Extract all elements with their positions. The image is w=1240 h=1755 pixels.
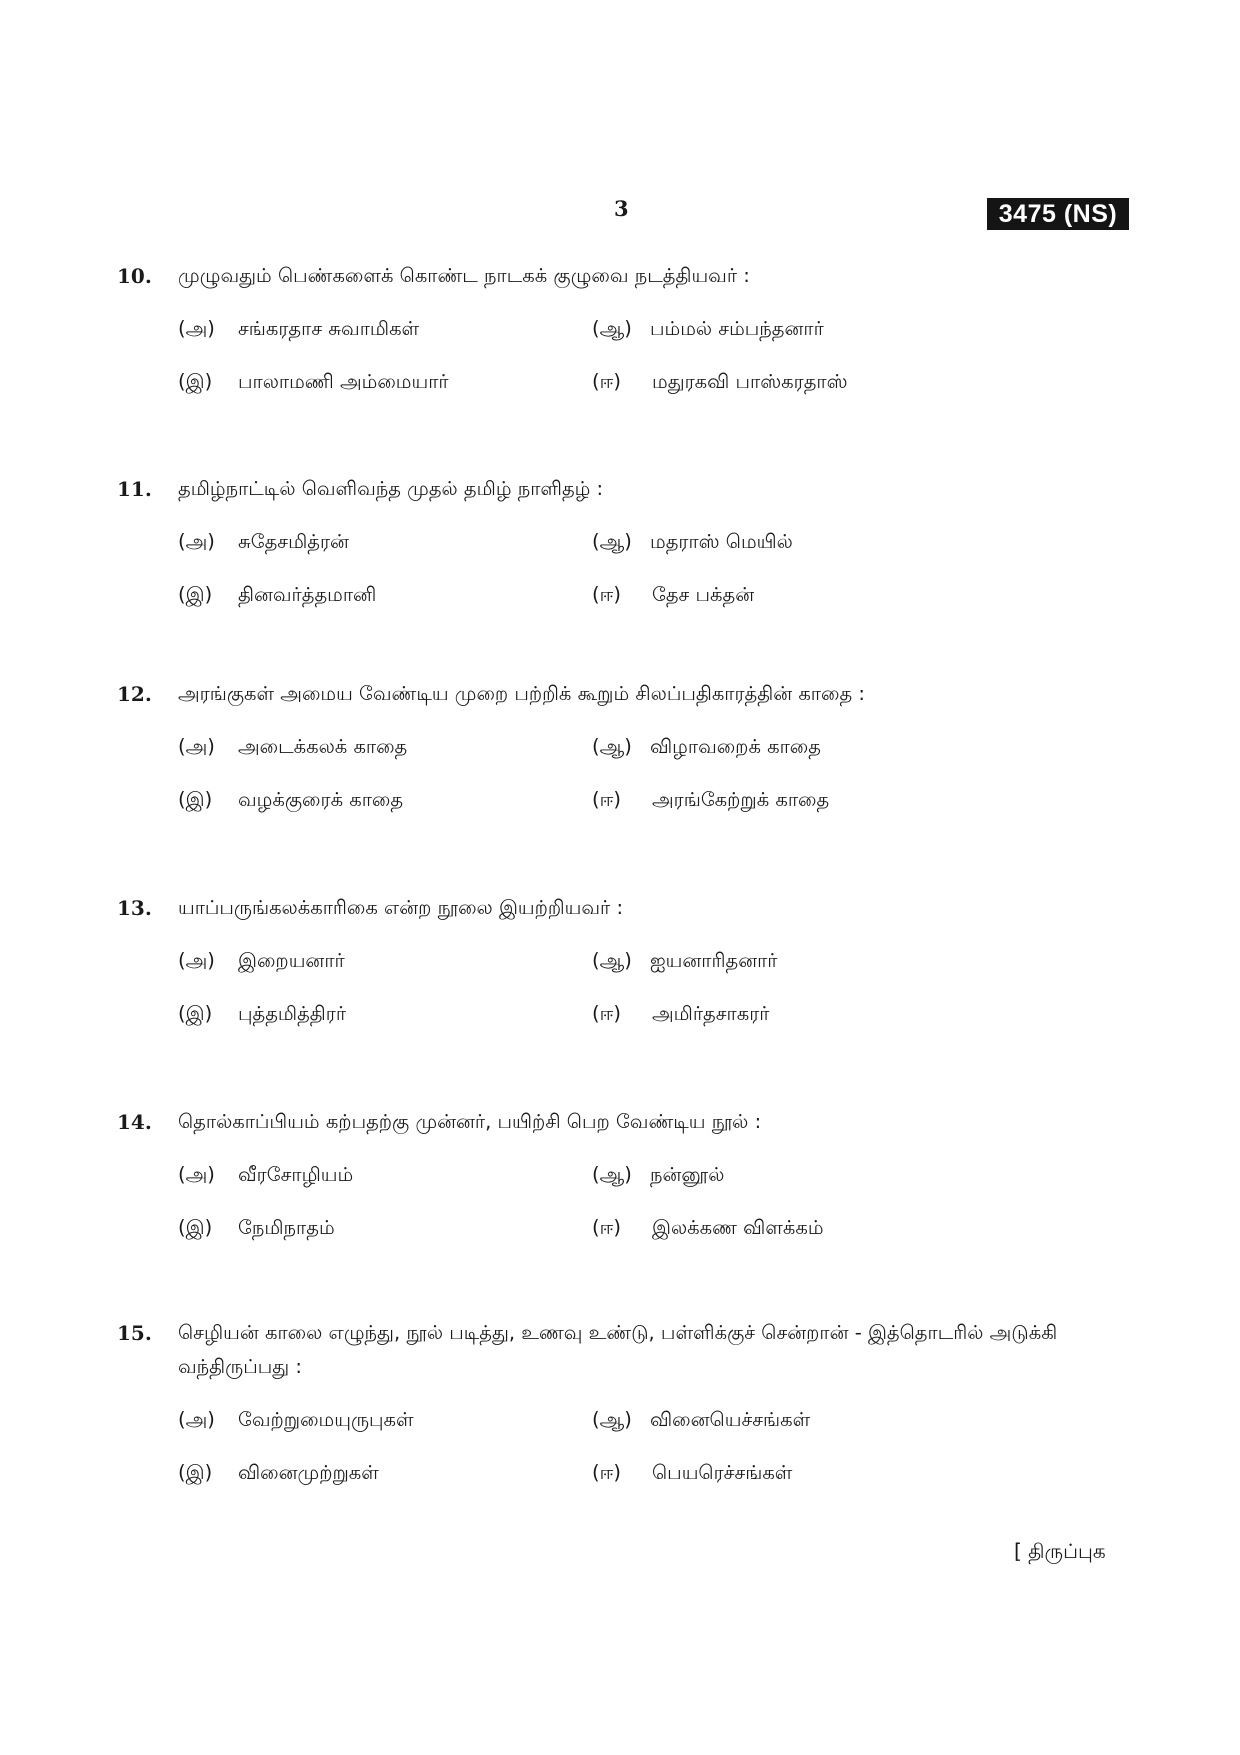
option-marker: (ஆ) — [592, 1408, 632, 1431]
option-text: சுதேசமித்ரன் — [238, 530, 349, 553]
option-text: நேமிநாதம் — [238, 1216, 335, 1239]
option-text: வினைமுற்றுகள் — [238, 1461, 379, 1484]
turn-over-note: [ திருப்புக — [1014, 1539, 1106, 1563]
option-d — [592, 578, 754, 612]
option-marker: (அ) — [178, 1408, 215, 1431]
option-b — [592, 944, 778, 978]
option-marker: (ஈ) — [592, 583, 621, 606]
question-number: 13. — [117, 896, 152, 920]
option-c — [178, 365, 449, 399]
question-text: தமிழ்நாட்டில் வெளிவந்த முதல் தமிழ் நாளிதழ் : — [178, 477, 604, 500]
option-d — [592, 1211, 824, 1245]
question-text: தொல்காப்பியம் கற்பதற்கு முன்னர், பயிற்சி பெற வேண்டிய நூல் : — [178, 1110, 762, 1133]
option-d — [592, 1456, 792, 1490]
option-text: நன்னூல் — [650, 1163, 725, 1186]
option-text: அரங்கேற்றுக் காதை — [652, 788, 830, 811]
question-number: 11. — [117, 477, 152, 501]
option-marker: (ஈ) — [592, 788, 621, 811]
option-a — [178, 730, 407, 764]
option-b — [592, 525, 793, 559]
option-b — [592, 1158, 724, 1192]
option-b — [592, 312, 824, 346]
option-text: அடைக்கலக் காதை — [238, 735, 408, 758]
option-b — [592, 730, 821, 764]
option-text: விழாவறைக் காதை — [650, 735, 821, 758]
option-marker: (ஆ) — [592, 1163, 632, 1186]
option-marker: (ஆ) — [592, 949, 632, 972]
option-text: தினவர்த்தமானி — [238, 583, 377, 606]
option-marker: (ஆ) — [592, 530, 632, 553]
option-c — [178, 997, 346, 1031]
option-b — [592, 1403, 810, 1437]
question-number: 10. — [117, 264, 152, 288]
option-text: பம்மல் சம்பந்தனார் — [650, 317, 824, 340]
question-text: முழுவதும் பெண்களைக் கொண்ட நாடகக் குழுவை நடத்தியவர் : — [178, 264, 750, 287]
option-text: தேச பக்தன் — [652, 583, 755, 606]
option-text: பெயரெச்சங்கள் — [652, 1461, 793, 1484]
option-marker: (இ) — [178, 1461, 213, 1484]
option-d — [592, 997, 769, 1031]
option-marker: (அ) — [178, 530, 215, 553]
option-c — [178, 1211, 335, 1245]
page-number: 3 — [614, 196, 629, 221]
option-text: பாலாமணி அம்மையார் — [238, 370, 449, 393]
question-text: அரங்குகள் அமைய வேண்டிய முறை பற்றிக் கூறும் சிலப்பதிகாரத்தின் காதை : — [178, 682, 865, 705]
option-text: வழக்குரைக் காதை — [238, 788, 404, 811]
question-text: யாப்பருங்கலக்காரிகை என்ற நூலை இயற்றியவர் : — [178, 896, 624, 919]
option-text: சங்கரதாச சுவாமிகள் — [238, 317, 420, 340]
option-marker: (அ) — [178, 735, 215, 758]
option-marker: (ஆ) — [592, 317, 632, 340]
option-d — [592, 365, 848, 399]
option-text: வீரசோழியம் — [238, 1163, 354, 1186]
question-number: 14. — [117, 1110, 152, 1134]
option-text: இறையனார் — [238, 949, 345, 972]
option-text: ஐயனாரிதனார் — [650, 949, 778, 972]
option-marker: (இ) — [178, 1216, 213, 1239]
option-text: இலக்கண விளக்கம் — [652, 1216, 824, 1239]
paper-code-badge: 3475 (NS) — [987, 198, 1129, 230]
question-number: 15. — [117, 1321, 152, 1345]
option-text: புத்தமித்திரர் — [238, 1002, 347, 1025]
option-c — [178, 578, 376, 612]
option-marker: (இ) — [178, 788, 213, 811]
option-marker: (ஈ) — [592, 370, 621, 393]
option-text: மதுரகவி பாஸ்கரதாஸ் — [652, 370, 848, 393]
option-marker: (அ) — [178, 317, 215, 340]
option-marker: (இ) — [178, 1002, 213, 1025]
option-marker: (ஈ) — [592, 1461, 621, 1484]
option-c — [178, 783, 403, 817]
option-marker: (ஆ) — [592, 735, 632, 758]
option-a — [178, 944, 345, 978]
option-a — [178, 525, 349, 559]
option-text: வினையெச்சங்கள் — [650, 1408, 811, 1431]
option-text: அமிர்தசாகரர் — [652, 1002, 770, 1025]
option-a — [178, 312, 419, 346]
option-a — [178, 1403, 414, 1437]
option-marker: (ஈ) — [592, 1216, 621, 1239]
option-marker: (இ) — [178, 370, 213, 393]
question-number: 12. — [117, 682, 152, 706]
option-d — [592, 783, 829, 817]
option-text: மதராஸ் மெயில் — [650, 530, 793, 553]
option-a — [178, 1158, 353, 1192]
option-c — [178, 1456, 379, 1490]
option-marker: (அ) — [178, 1163, 215, 1186]
option-marker: (அ) — [178, 949, 215, 972]
option-marker: (இ) — [178, 583, 213, 606]
option-marker: (ஈ) — [592, 1002, 621, 1025]
option-text: வேற்றுமையுருபுகள் — [238, 1408, 414, 1431]
question-text: செழியன் காலை எழுந்து, நூல் படித்து, உணவு உண்டு, பள்ளிக்குச் சென்றான் - இத்தொடரில் அடுக்கி வந்திருப்பது : — [178, 1321, 1058, 1378]
